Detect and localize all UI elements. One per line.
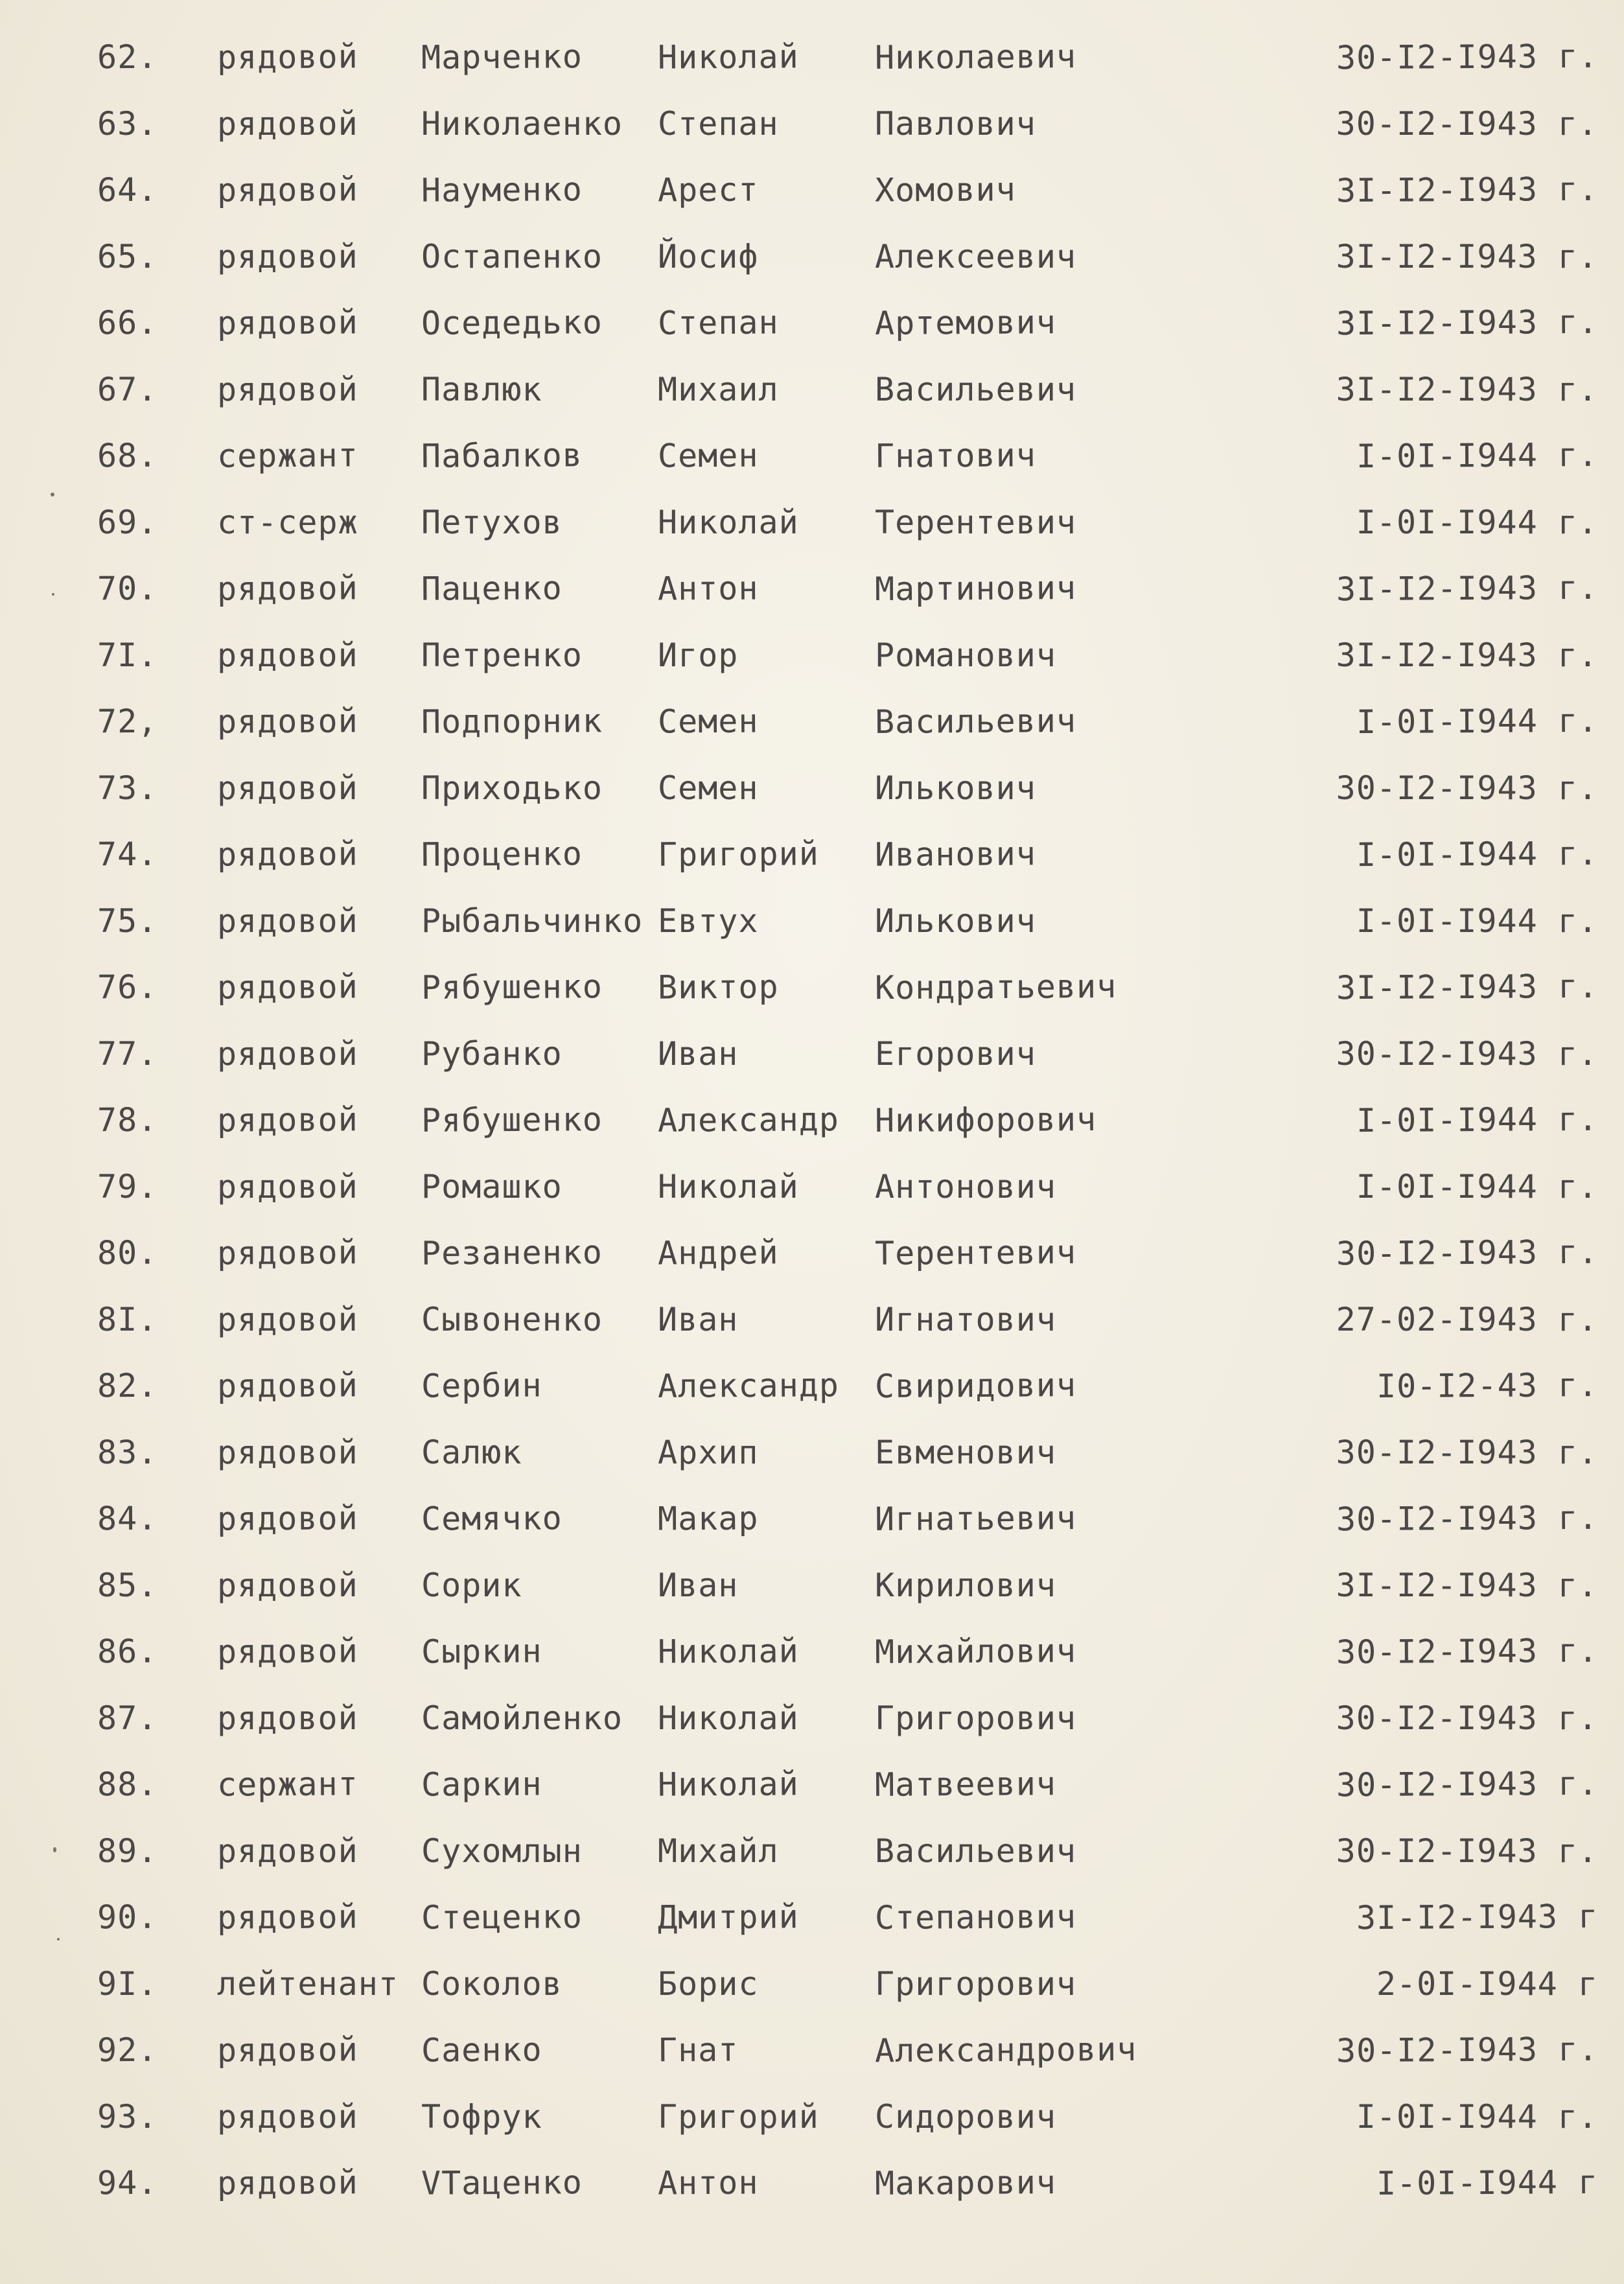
entry-number: 9I.: [97, 1964, 158, 2003]
entry-number: 74.: [97, 835, 158, 874]
list-item: [0, 1619, 1624, 1686]
entry-rank: рядовой: [217, 1300, 358, 1338]
entry-date: 30-I2-I943 г.: [1336, 1433, 1598, 1471]
entry-surname: Пабалков: [421, 436, 583, 475]
entry-given-name: Иван: [658, 1566, 739, 1604]
entry-surname: Николаенко: [421, 104, 623, 143]
list-item: [0, 423, 1624, 490]
entry-date: 3I-I2-I943 г: [1356, 1897, 1599, 1937]
list-item: [0, 689, 1624, 756]
entry-patronymic: Васильевич: [875, 370, 1077, 408]
list-item: [0, 357, 1624, 424]
entry-patronymic: Степанович: [874, 1898, 1077, 1937]
entry-date: 3I-I2-I943 г.: [1336, 1566, 1598, 1604]
entry-rank: рядовой: [216, 1898, 358, 1937]
entry-patronymic: Алексеевич: [875, 237, 1077, 275]
list-item: [0, 1686, 1624, 1753]
entry-rank: рядовой: [217, 636, 358, 674]
entry-patronymic: Иванович: [874, 835, 1037, 874]
entry-patronymic: Егорович: [875, 1034, 1036, 1073]
entry-surname: Павлюк: [421, 370, 542, 408]
entry-surname: Паценко: [421, 569, 563, 608]
entry-given-name: Игор: [658, 636, 739, 674]
entry-given-name: Семен: [657, 702, 759, 741]
entry-rank: рядовой: [216, 170, 358, 209]
entry-number: 88.: [97, 1765, 158, 1804]
entry-rank: рядовой: [216, 2163, 358, 2202]
entry-number: 67.: [97, 370, 158, 408]
entry-surname: Петренко: [421, 636, 583, 674]
entry-surname: Семячко: [421, 1499, 563, 1538]
entry-rank: рядовой: [217, 769, 358, 807]
entry-number: 82.: [97, 1366, 158, 1405]
entry-rank: рядовой: [216, 1632, 358, 1671]
list-item: [0, 490, 1624, 557]
entry-surname: Сербин: [421, 1366, 542, 1405]
list-item: [0, 224, 1624, 291]
entry-surname: Остапенко: [421, 237, 603, 275]
entry-surname: Рубанко: [421, 1034, 563, 1073]
entry-rank: рядовой: [216, 569, 358, 608]
entry-rank: рядовой: [217, 1832, 358, 1870]
list-item: [0, 822, 1624, 889]
entry-patronymic: Мартинович: [874, 569, 1077, 608]
entry-given-name: Архип: [658, 1433, 759, 1471]
entry-patronymic: Терентевич: [874, 1233, 1077, 1272]
entry-number: 62.: [97, 38, 158, 76]
personnel-list: [0, 25, 1624, 2217]
entry-surname: Науменко: [421, 170, 583, 209]
list-item: [0, 955, 1624, 1021]
entry-patronymic: Артемович: [874, 303, 1057, 342]
entry-date: 3I-I2-I943 г.: [1336, 967, 1599, 1007]
entry-given-name: Николай: [657, 1765, 799, 1804]
entry-surname: Рябушенко: [421, 968, 603, 1007]
entry-patronymic: Павлович: [875, 104, 1036, 143]
entry-date: I-0I-I944 г.: [1356, 1100, 1599, 1140]
entry-number: 68.: [97, 436, 158, 475]
list-item: [0, 2018, 1624, 2084]
paper-speck: [52, 593, 54, 596]
entry-given-name: Дмитрий: [657, 1898, 799, 1937]
entry-patronymic: Свиридович: [874, 1366, 1077, 1405]
entry-number: 73.: [97, 769, 158, 807]
entry-rank: сержант: [216, 436, 358, 475]
entry-rank: рядовой: [216, 303, 358, 342]
entry-date: 30-I2-I943 г.: [1336, 1631, 1599, 1672]
entry-given-name: Александр: [657, 1101, 840, 1139]
entry-number: 64.: [97, 170, 158, 209]
entry-number: 76.: [97, 968, 158, 1007]
paper-speck: [51, 493, 54, 496]
list-item: [0, 1353, 1624, 1420]
entry-number: 90.: [97, 1898, 158, 1937]
entry-surname: Петухов: [421, 503, 563, 541]
list-item: [0, 1021, 1624, 1088]
entry-date: I-0I-I944 г.: [1356, 834, 1599, 874]
entry-given-name: Николай: [658, 1167, 799, 1206]
entry-surname: Оседедько: [421, 303, 603, 342]
entry-patronymic: Кирилович: [875, 1566, 1056, 1604]
entry-number: 8I.: [97, 1300, 158, 1338]
entry-surname: Рыбальчинко: [421, 902, 644, 940]
list-item: [0, 1952, 1624, 2018]
entry-date: 30-I2-I943 г.: [1336, 1498, 1599, 1539]
list-item: [0, 1885, 1624, 1952]
list-item: [0, 1088, 1624, 1154]
entry-patronymic: Антонович: [875, 1167, 1056, 1206]
entry-given-name: Антон: [657, 2163, 759, 2202]
entry-rank: рядовой: [216, 1499, 358, 1538]
entry-surname: Марченко: [421, 38, 583, 76]
entry-number: 69.: [97, 503, 158, 541]
entry-date: 3I-I2-I943 г.: [1336, 636, 1598, 674]
entry-surname: VТаценко: [421, 2163, 583, 2202]
entry-patronymic: Никифорович: [874, 1100, 1097, 1140]
entry-given-name: Семен: [658, 769, 759, 807]
entry-given-name: Николай: [658, 1699, 799, 1737]
list-item: [0, 1220, 1624, 1287]
entry-patronymic: Евменович: [875, 1433, 1056, 1471]
entry-patronymic: Романович: [875, 636, 1056, 674]
list-item: [0, 1420, 1624, 1487]
entry-date: 30-I2-I943 г.: [1336, 37, 1599, 77]
list-item: [0, 623, 1624, 690]
paper-speck: [53, 1847, 56, 1852]
entry-date: 30-I2-I943 г.: [1336, 1699, 1598, 1737]
entry-number: 70.: [97, 569, 158, 608]
entry-surname: Сухомлын: [421, 1832, 583, 1870]
entry-date: I-0I-I944 г.: [1356, 1167, 1598, 1206]
entry-number: 85.: [97, 1566, 158, 1604]
entry-patronymic: Матвеевич: [874, 1765, 1057, 1804]
entry-surname: Ромашко: [421, 1167, 563, 1206]
entry-date: 30-I2-I943 г.: [1336, 769, 1598, 807]
entry-date: 30-I2-I943 г.: [1336, 1832, 1598, 1870]
entry-surname: Рябушенко: [421, 1101, 603, 1139]
list-item: [0, 91, 1624, 158]
entry-date: 30-I2-I943 г.: [1336, 1034, 1598, 1073]
list-item: [0, 2150, 1624, 2217]
entry-number: 80.: [97, 1233, 158, 1272]
entry-given-name: Михаил: [658, 370, 779, 408]
entry-surname: Тофрук: [421, 2097, 542, 2136]
entry-rank: рядовой: [216, 835, 358, 874]
entry-patronymic: Васильевич: [874, 702, 1077, 741]
list-item: [0, 1287, 1624, 1354]
entry-number: 87.: [97, 1699, 158, 1737]
entry-surname: Соколов: [421, 1964, 563, 2003]
entry-date: I-0I-I944 г.: [1356, 503, 1598, 541]
entry-patronymic: Михайлович: [874, 1632, 1077, 1671]
entry-given-name: Михайл: [658, 1832, 779, 1870]
entry-given-name: Александр: [657, 1366, 840, 1405]
entry-surname: Проценко: [421, 835, 583, 874]
entry-date: I-0I-I944 г.: [1356, 436, 1599, 476]
entry-patronymic: Васильевич: [875, 1832, 1077, 1870]
entry-patronymic: Александрович: [874, 2030, 1137, 2070]
list-item: [0, 1752, 1624, 1819]
entry-rank: рядовой: [217, 1167, 358, 1206]
entry-surname: Сывоненко: [421, 1300, 603, 1338]
list-item: [0, 1819, 1624, 1885]
entry-number: 89.: [97, 1832, 158, 1870]
entry-number: 78.: [97, 1101, 158, 1139]
entry-date: 3I-I2-I943 г.: [1336, 237, 1598, 275]
list-item: [0, 756, 1624, 822]
entry-number: 75.: [97, 902, 158, 940]
entry-rank: рядовой: [216, 1366, 358, 1405]
entry-rank: рядовой: [216, 968, 358, 1007]
entry-given-name: Степан: [658, 104, 779, 143]
entry-patronymic: Илькович: [875, 902, 1036, 940]
entry-number: 93.: [97, 2097, 158, 2136]
entry-rank: сержант: [216, 1765, 358, 1804]
entry-given-name: Андрей: [657, 1233, 779, 1272]
entry-number: 84.: [97, 1499, 158, 1538]
list-item: [0, 1553, 1624, 1620]
entry-rank: рядовой: [217, 902, 358, 940]
entry-rank: рядовой: [217, 237, 358, 275]
entry-patronymic: Сидорович: [875, 2097, 1056, 2136]
list-item: [0, 1154, 1624, 1221]
entry-patronymic: Григорович: [875, 1964, 1077, 2003]
entry-given-name: Антон: [657, 569, 759, 608]
entry-date: 3I-I2-I943 г.: [1336, 568, 1599, 609]
entry-patronymic: Хомович: [874, 170, 1016, 209]
paper-speck: [57, 1938, 60, 1940]
entry-rank: ст-серж: [217, 503, 358, 541]
entry-patronymic: Терентевич: [875, 503, 1077, 541]
entry-number: 94.: [97, 2163, 158, 2202]
entry-date: 30-I2-I943 г.: [1336, 1233, 1599, 1273]
entry-surname: Стеценко: [421, 1898, 583, 1937]
entry-given-name: Борис: [658, 1964, 759, 2003]
entry-number: 66.: [97, 303, 158, 342]
entry-surname: Саркин: [421, 1765, 542, 1804]
entry-rank: лейтенант: [217, 1964, 399, 2003]
entry-patronymic: Григорович: [875, 1699, 1077, 1737]
entry-rank: рядовой: [217, 1566, 358, 1604]
entry-number: 83.: [97, 1433, 158, 1471]
entry-date: I-0I-I944 г.: [1356, 2097, 1598, 2136]
entry-date: 2-0I-I944 г: [1376, 1964, 1598, 2003]
entry-given-name: Макар: [657, 1499, 759, 1538]
entry-given-name: Иван: [658, 1034, 739, 1073]
entry-date: 30-I2-I943 г.: [1336, 104, 1598, 143]
entry-given-name: Николай: [657, 38, 799, 76]
entry-rank: рядовой: [217, 1034, 358, 1073]
entry-surname: Сыркин: [421, 1632, 542, 1671]
entry-given-name: Виктор: [657, 968, 779, 1007]
entry-given-name: Григорий: [657, 835, 820, 874]
entry-number: 86.: [97, 1632, 158, 1671]
list-item: [0, 556, 1624, 623]
entry-given-name: Николай: [657, 1632, 799, 1671]
entry-given-name: Семен: [657, 436, 759, 475]
entry-date: 3I-I2-I943 г.: [1336, 370, 1598, 408]
list-item: [0, 25, 1624, 91]
entry-surname: Сорик: [421, 1566, 522, 1604]
entry-surname: Подпорник: [421, 702, 603, 741]
entry-number: 63.: [97, 104, 158, 143]
entry-date: 27-02-I943 г.: [1336, 1300, 1598, 1338]
entry-patronymic: Кондратьевич: [874, 967, 1117, 1007]
entry-number: 92.: [97, 2031, 158, 2069]
entry-date: I-0I-I944 г: [1376, 2163, 1599, 2203]
entry-rank: рядовой: [216, 1101, 358, 1139]
entry-number: 7I.: [97, 636, 158, 674]
entry-rank: рядовой: [217, 104, 358, 143]
entry-patronymic: Игнатович: [875, 1300, 1056, 1338]
entry-rank: рядовой: [216, 1233, 358, 1272]
entry-rank: рядовой: [217, 2097, 358, 2136]
entry-date: 3I-I2-I943 г.: [1336, 170, 1599, 210]
list-item: [0, 2084, 1624, 2151]
entry-patronymic: Николаевич: [874, 38, 1077, 76]
entry-rank: рядовой: [216, 2031, 358, 2069]
entry-patronymic: Игнатьевич: [874, 1499, 1077, 1538]
list-item: [0, 1486, 1624, 1553]
entry-rank: рядовой: [217, 370, 358, 408]
entry-number: 79.: [97, 1167, 158, 1206]
entry-date: 30-I2-I943 г.: [1336, 2030, 1599, 2070]
entry-rank: рядовой: [216, 702, 358, 741]
entry-number: 65.: [97, 237, 158, 275]
entry-given-name: Иван: [658, 1300, 739, 1338]
entry-patronymic: Илькович: [875, 769, 1036, 807]
list-item: [0, 157, 1624, 224]
entry-date: I0-I2-43 г.: [1376, 1366, 1599, 1406]
entry-surname: Самойленко: [421, 1699, 623, 1737]
entry-given-name: Григорий: [658, 2097, 819, 2136]
entry-surname: Резаненко: [421, 1233, 603, 1272]
entry-given-name: Степан: [657, 303, 779, 342]
entry-rank: рядовой: [217, 1433, 358, 1471]
entry-patronymic: Макарович: [874, 2163, 1057, 2202]
entry-date: I-0I-I944 г.: [1356, 701, 1599, 741]
entry-given-name: Йосиф: [658, 237, 759, 275]
entry-number: 72,: [97, 702, 158, 741]
entry-date: 3I-I2-I943 г.: [1336, 303, 1599, 343]
entry-patronymic: Гнатович: [874, 436, 1037, 475]
entry-date: I-0I-I944 г.: [1356, 902, 1598, 940]
entry-given-name: Николай: [658, 503, 799, 541]
entry-given-name: Арест: [657, 170, 759, 209]
entry-surname: Саенко: [421, 2031, 542, 2069]
entry-rank: рядовой: [216, 38, 358, 76]
entry-date: 30-I2-I943 г.: [1336, 1764, 1599, 1804]
entry-rank: рядовой: [217, 1699, 358, 1737]
entry-surname: Салюк: [421, 1433, 522, 1471]
entry-given-name: Гнат: [657, 2031, 739, 2069]
entry-number: 77.: [97, 1034, 158, 1073]
entry-given-name: Евтух: [658, 902, 759, 940]
list-item: [0, 290, 1624, 357]
entry-surname: Приходько: [421, 769, 603, 807]
list-item: [0, 889, 1624, 955]
